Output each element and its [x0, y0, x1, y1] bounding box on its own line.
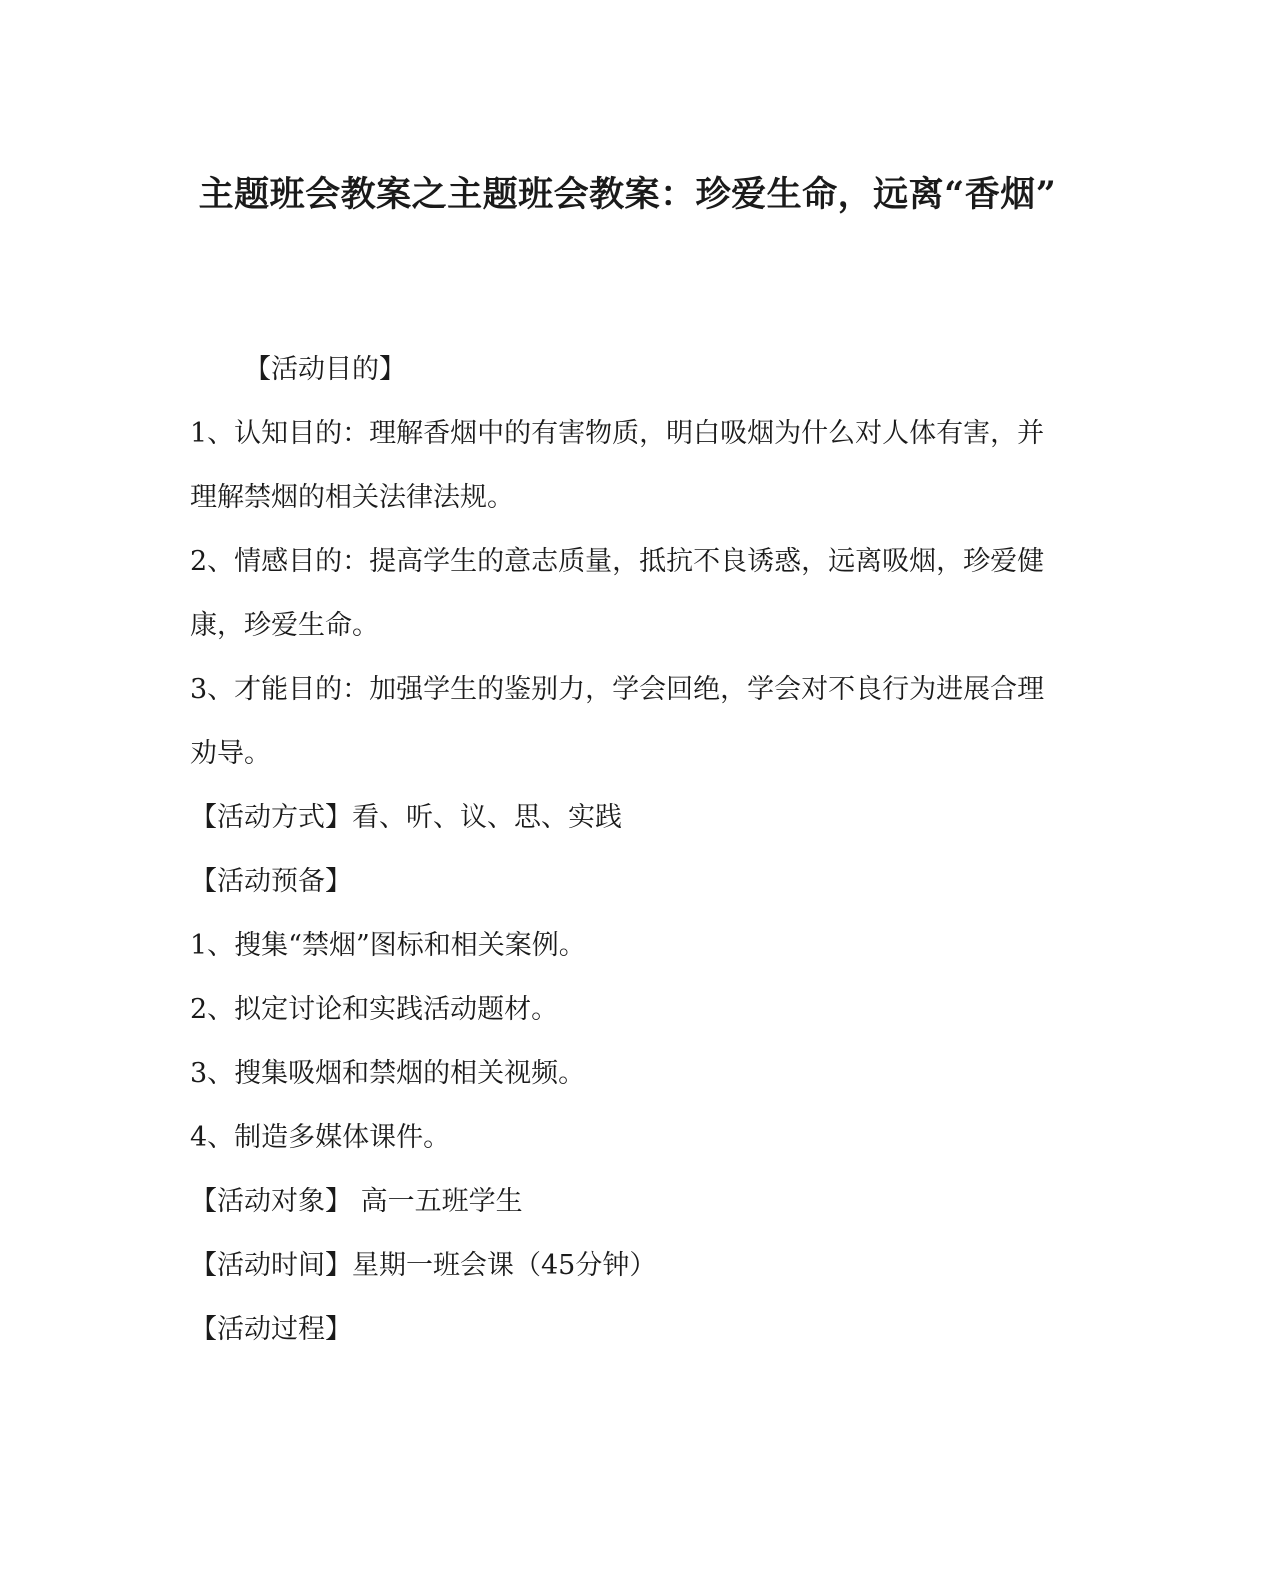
preparation-item-1: 1、搜集“禁烟”图标和相关案例。 — [190, 930, 586, 961]
goal-emotional: 2、情感目的：提高学生的意志质量，抵抗不良诱惑，远离吸烟，珍爱健康，珍爱生命。 — [190, 546, 1045, 641]
section-heading-preparation: 【活动预备】 — [190, 866, 352, 897]
section-heading-goals: 【活动目的】 — [244, 354, 406, 385]
section-heading-process: 【活动过程】 — [190, 1314, 352, 1345]
goal-cognitive: 1、认知目的：理解香烟中的有害物质，明白吸烟为什么对人体有害，并理解禁烟的相关法律法规。 — [190, 418, 1045, 513]
section-activity-time: 【活动时间】星期一班会课（45分钟） — [190, 1250, 657, 1281]
document-title: 主题班会教案之主题班会教案：珍爱生命，远离“香烟” — [198, 174, 1057, 215]
goal-ability: 3、才能目的：加强学生的鉴别力，学会回绝，学会对不良行为进展合理劝导。 — [190, 674, 1045, 769]
document-body — [190, 338, 1070, 1362]
section-activity-mode: 【活动方式】看、听、议、思、实践 — [190, 802, 622, 833]
section-activity-target: 【活动对象】 高一五班学生 — [190, 1186, 523, 1217]
preparation-item-4: 4、制造多媒体课件。 — [190, 1122, 451, 1153]
preparation-item-2: 2、拟定讨论和实践活动题材。 — [190, 994, 559, 1025]
preparation-item-3: 3、搜集吸烟和禁烟的相关视频。 — [190, 1058, 586, 1089]
